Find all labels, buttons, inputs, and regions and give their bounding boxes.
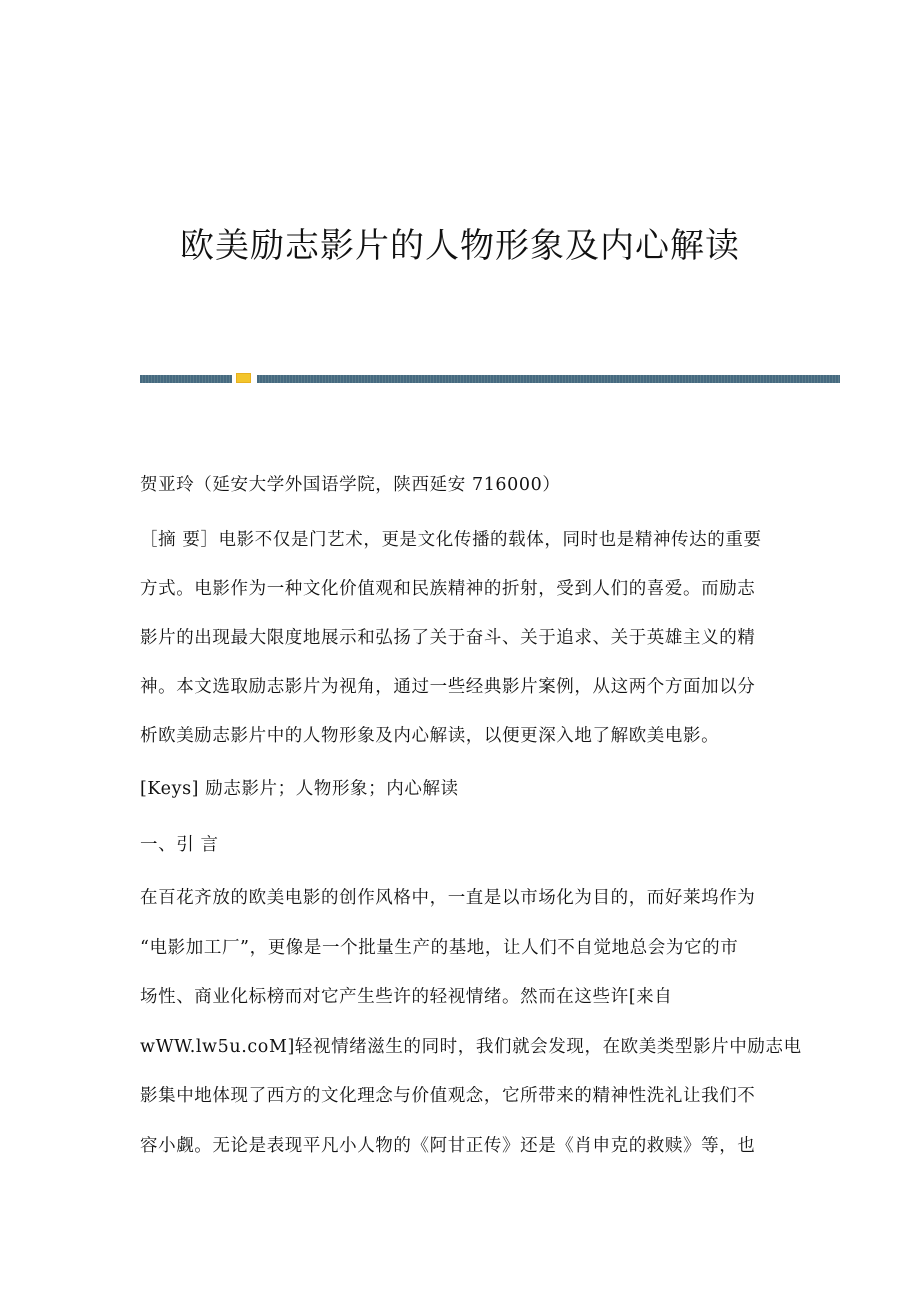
divider-ornament-icon [236,373,251,383]
abstract-line: 影片的出现最大限度地展示和弘扬了关于奋斗、关于追求、关于英雄主义的精 [140,628,756,648]
abstract-line: ［摘 要］电影不仅是门艺术，更是文化传播的载体，同时也是精神传达的重要 [140,530,762,550]
body-line: “电影加工厂”，更像是一个批量生产的基地，让人们不自觉地总会为它的市 [140,938,739,958]
abstract-line: 方式。电影作为一种文化价值观和民族精神的折射，受到人们的喜爱。而励志 [140,579,756,599]
title-divider-left [140,375,232,383]
title-divider-right [257,375,840,383]
body-line: wWW.lw5u.coM]轻视情绪滋生的同时，我们就会发现，在欧美类型影片中励志电 [140,1037,802,1057]
section-heading: 一、引 言 [140,835,219,855]
document-title: 欧美励志影片的人物形象及内心解读 [180,226,740,266]
author-line: 贺亚玲（延安大学外国语学院，陕西延安 716000） [140,475,561,495]
keywords-line: [Keys] 励志影片；人物形象；内心解读 [140,779,459,799]
body-line: 场性、商业化标榜而对它产生些许的轻视情绪。然而在这些许[来自 [140,987,673,1007]
body-line: 影集中地体现了西方的文化理念与价值观念，它所带来的精神性洗礼让我们不 [140,1086,756,1106]
body-line: 容小觑。无论是表现平凡小人物的《阿甘正传》还是《肖申克的救赎》等，也 [140,1136,756,1156]
abstract-line: 析欧美励志影片中的人物形象及内心解读，以便更深入地了解欧美电影。 [140,726,720,746]
abstract-line: 神。本文选取励志影片为视角，通过一些经典影片案例，从这两个方面加以分 [140,677,756,697]
body-line: 在百花齐放的欧美电影的创作风格中，一直是以市场化为目的，而好莱坞作为 [140,888,756,908]
